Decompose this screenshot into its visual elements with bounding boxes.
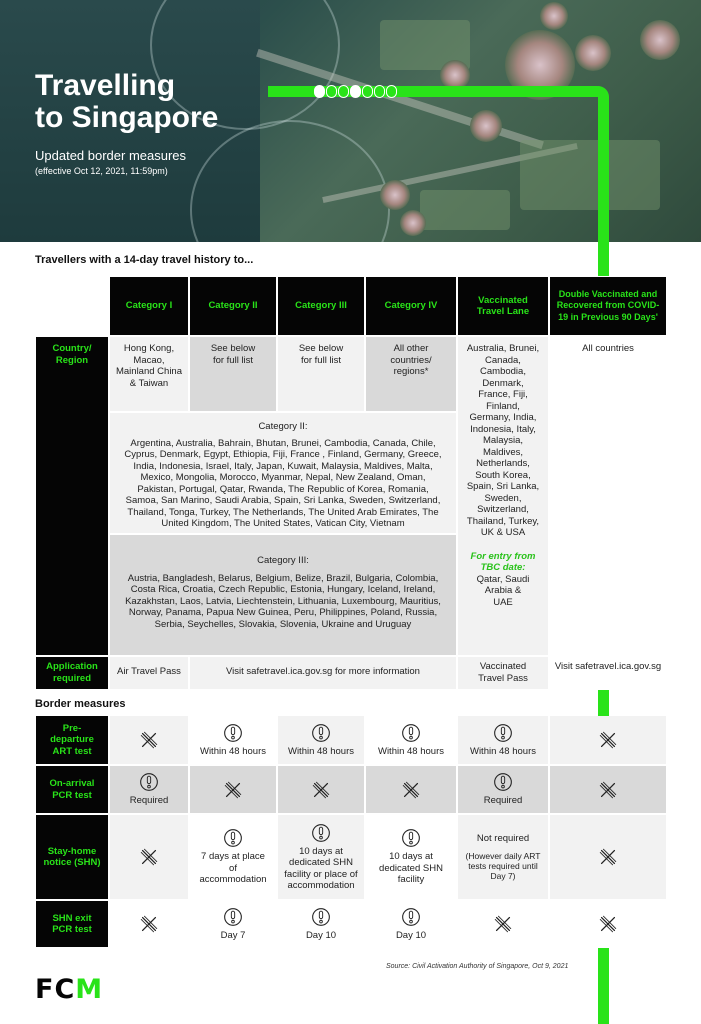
measure-cell-category-2	[190, 815, 276, 899]
section-heading-border-measures: Border measures	[35, 698, 126, 710]
cell-app-vtl: Vaccinated Travel Pass	[458, 657, 548, 689]
col-header-category-2: Category II	[190, 277, 276, 335]
dot-icon	[374, 85, 385, 98]
cell-app-cat2-4: Visit safetravel.ica.gov.sg for more information	[190, 657, 456, 689]
x-icon	[597, 846, 619, 868]
cell-cat3-list	[110, 535, 456, 655]
exclamation-icon	[311, 723, 331, 743]
cell-cat3-note: See below for full list	[278, 337, 364, 411]
measure-cell-category-2	[190, 901, 276, 947]
page-title	[35, 70, 218, 134]
section-heading-travel-history: Travellers with a 14-day travel history to...	[35, 254, 254, 266]
effective-date: (effective Oct 12, 2021, 11:59pm)	[35, 166, 168, 176]
exclamation-icon	[223, 907, 243, 927]
pagination-dots	[314, 85, 397, 98]
cell-cat2-note: See below for full list	[190, 337, 276, 411]
cat2-country-list: Argentina, Australia, Bahrain, Bhutan, Brunei, Cambodia, Canada, Chile, Cyprus, Denmark, Egypt, Ethiopia, Fiji, France , Finland, Germany, Greece, India, Indonesia, Israel, Italy, Japan, Kuwait, Malaysia, Maldives, Malta, Mexico, Mongolia, Morocco, Myanmar, Nepal, New Zealand, Oman, Pakistan, Portugal, Qatar, Rwanda, The Republic of Korea, Romania, Samoa, San Marino, Saudi Arabia, Spain, Sri Lanka, Sweden, Switzerland, Thailand, Tonga, Turkey, The Netherlands, The United Arab Emirates, The United Kingdom, The United States, Vatican City, Vietnam	[124, 437, 442, 529]
dot-icon	[326, 85, 337, 98]
title-line-1: Travelling	[35, 69, 176, 102]
measure-cell-category-4	[366, 815, 456, 899]
cell-app-cat1: Air Travel Pass	[110, 657, 188, 689]
x-icon	[400, 779, 422, 801]
col-header-double-vaccinated: Double Vaccinated and Recovered from COVID-19 in Previous 90 Days'	[550, 277, 666, 335]
exclamation-icon	[223, 723, 243, 743]
cell-dv-countries: All countries	[550, 337, 666, 655]
measure-cell-category-1	[110, 815, 188, 899]
measure-cell-category-1	[110, 766, 188, 813]
measure-cell-double-vaccinated	[550, 901, 666, 947]
cat3-list-title: Category III:	[257, 555, 309, 566]
dot-icon	[362, 85, 373, 98]
measure-text: Required	[129, 795, 169, 807]
measure-note: (However daily ART tests required until Day 7)	[465, 850, 541, 881]
dot-icon	[314, 85, 325, 98]
measure-cell-category-1	[110, 716, 188, 764]
exclamation-icon	[223, 828, 243, 848]
row-label-country: Country/ Region	[36, 337, 108, 655]
measure-text: Required	[483, 795, 523, 807]
exclamation-icon	[401, 907, 421, 927]
green-line-vertical	[598, 86, 609, 276]
measure-cell-double-vaccinated	[550, 716, 666, 764]
row-label-measure: On-arrival PCR test	[36, 766, 108, 813]
green-line-segment	[598, 948, 609, 1024]
measure-text: Within 48 hours	[199, 745, 266, 757]
col-header-category-3: Category III	[278, 277, 364, 335]
title-line-2: to Singapore	[35, 101, 219, 134]
cell-cat4-note: All other countries/ regions*	[366, 337, 456, 411]
cell-cat1-countries: Hong Kong, Macao, Mainland China & Taiwan	[110, 337, 188, 411]
vtl-tbc-countries: Qatar, Saudi Arabia & UAE	[476, 573, 530, 608]
measure-text: Within 48 hours	[469, 745, 536, 757]
cat3-country-list: Austria, Bangladesh, Belarus, Belgium, Belize, Brazil, Bulgaria, Colombia, Costa Rica, Croatia, Czech Republic, Estonia, Hungary, Iceland, Ireland, Kazakhstan, Laos, Latvia, Liechtenstein, Lithuania, Luxembourg, Mauritius, Norway, Panama, Papua New Guinea, Peru, Philippines, Poland, Russia, Serbia, Seychelles, Slovakia, Slovenia, Ukraine and Uruguay	[125, 572, 441, 630]
row-label-measure: SHN exit PCR test	[36, 901, 108, 947]
x-icon	[138, 846, 160, 868]
x-icon	[222, 779, 244, 801]
vtl-country-list: Australia, Brunei, Canada, Cambodia, Denmark, France, Fiji, Finland, Germany, India, Indonesia, Italy, Malaysia, Maldives, Netherlands, South Korea, Spain, Sri Lanka, Sweden, Switzerland, Thailand, Turkey, UK & USA	[466, 343, 540, 538]
exclamation-icon	[311, 823, 331, 843]
measure-cell-double-vaccinated	[550, 815, 666, 899]
dot-icon	[386, 85, 397, 98]
measure-cell-vtl	[458, 716, 548, 764]
measure-text: 10 days at dedicated SHN facility	[379, 851, 443, 886]
exclamation-icon	[139, 772, 159, 792]
measure-cell-category-3	[278, 716, 364, 764]
measure-cell-vtl	[458, 815, 548, 899]
measure-text: Day 7	[220, 929, 246, 941]
dot-icon	[338, 85, 349, 98]
measure-cell-double-vaccinated	[550, 766, 666, 813]
row-label-measure: Pre-departure ART test	[36, 716, 108, 764]
exclamation-icon	[311, 907, 331, 927]
measure-cell-category-4	[366, 766, 456, 813]
measure-text: Day 10	[395, 929, 427, 941]
hero-banner	[0, 0, 701, 242]
measure-cell-category-1	[110, 901, 188, 947]
measure-cell-category-4	[366, 901, 456, 947]
row-label-measure: Stay-home notice (SHN)	[36, 815, 108, 899]
measure-cell-category-3	[278, 815, 364, 899]
exclamation-icon	[493, 723, 513, 743]
measure-text: Day 10	[305, 929, 337, 941]
measure-text: 7 days at place of accommodation	[199, 851, 267, 886]
logo-accent: M	[75, 974, 104, 1005]
measure-cell-category-3	[278, 901, 364, 947]
exclamation-icon	[401, 828, 421, 848]
x-icon	[597, 913, 619, 935]
measure-text: Not required	[476, 833, 530, 845]
measure-cell-vtl	[458, 766, 548, 813]
measure-cell-category-2	[190, 766, 276, 813]
source-note: Source: Civil Activation Authority of Singapore, Oct 9, 2021	[386, 963, 569, 970]
x-icon	[310, 779, 332, 801]
logo-text: FC	[35, 974, 76, 1005]
page-subtitle: Updated border measures	[35, 148, 187, 163]
x-icon	[138, 729, 160, 751]
cell-cat2-list	[110, 413, 456, 533]
row-label-application: Application required	[36, 657, 108, 689]
measure-cell-category-2	[190, 716, 276, 764]
measure-cell-category-4	[366, 716, 456, 764]
x-icon	[138, 913, 160, 935]
vtl-tbc-label: For entry from TBC date:	[470, 550, 536, 573]
measure-text: 10 days at dedicated SHN facility or place of accommodation	[284, 845, 358, 891]
cell-vtl-countries	[458, 337, 548, 655]
col-header-category-4: Category IV	[366, 277, 456, 335]
x-icon	[492, 913, 514, 935]
fcm-logo	[35, 974, 103, 1005]
col-header-category-1: Category I	[110, 277, 188, 335]
cell-app-dv: Visit safetravel.ica.gov.sg	[550, 657, 666, 689]
dot-icon	[350, 85, 361, 98]
measure-text: Within 48 hours	[287, 745, 354, 757]
measure-cell-category-3	[278, 766, 364, 813]
x-icon	[597, 779, 619, 801]
green-line-segment	[598, 690, 609, 716]
exclamation-icon	[493, 772, 513, 792]
exclamation-icon	[401, 723, 421, 743]
col-header-vtl: Vaccinated Travel Lane	[458, 277, 548, 335]
x-icon	[597, 729, 619, 751]
cat2-list-title: Category II:	[258, 421, 308, 432]
measure-text: Within 48 hours	[377, 745, 444, 757]
measure-cell-vtl	[458, 901, 548, 947]
